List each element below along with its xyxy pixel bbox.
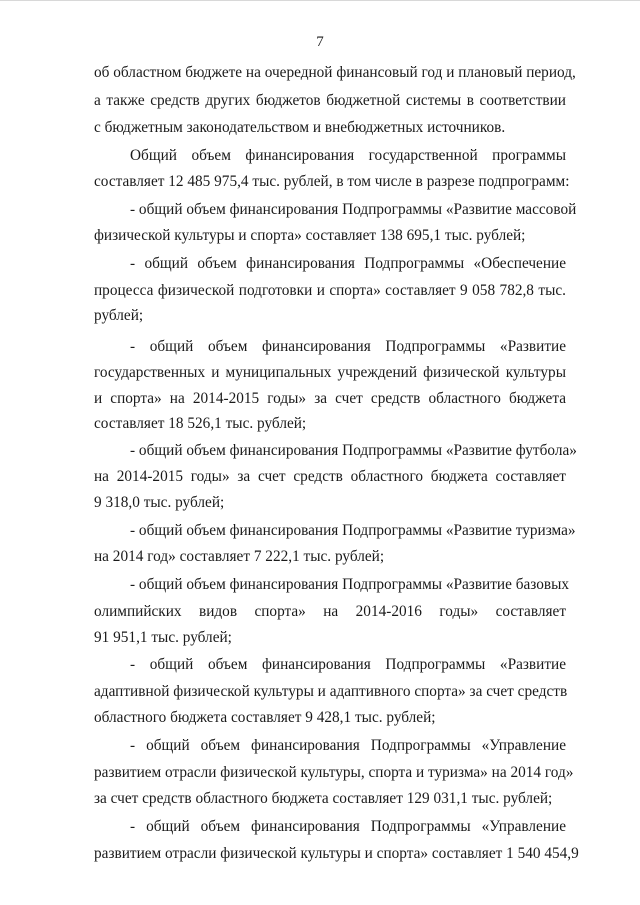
text-line: развитием отрасли физической культуры и спорта» составляет 1 540 454,9 <box>94 845 579 862</box>
text-line: 9 318,0 тыс. рублей; <box>94 494 225 511</box>
text-line: 91 951,1 тыс. рублей; <box>94 629 232 646</box>
text-line: на 2014 год» составляет 7 222,1 тыс. рублей; <box>94 548 385 565</box>
text-line: составляет 12 485 975,4 тыс. рублей, в том числе в разрезе подпрограмм: <box>94 173 570 190</box>
text-line: - общий объем финансирования Подпрограммы «Развитие массовой <box>130 201 577 218</box>
text-line: - общий объем финансирования Подпрограммы «Развитие туризма» <box>130 522 576 539</box>
text-line: и спорта» на 2014-2015 годы» за счет средств областного бюджета <box>94 390 566 407</box>
text-line: - общий объем финансирования Подпрограммы «Обеспечение <box>130 255 566 272</box>
text-line: - общий объем финансирования Подпрограммы «Развитие <box>130 338 566 355</box>
text-line: - общий объем финансирования Подпрограммы «Управление <box>130 818 566 835</box>
text-line: за счет средств областного бюджета составляет 129 031,1 тыс. рублей; <box>94 790 553 807</box>
text-line: рублей; <box>94 307 144 324</box>
text-line: - общий объем финансирования Подпрограммы «Управление <box>130 737 566 754</box>
text-line: областного бюджета составляет 9 428,1 тыс. рублей; <box>94 709 436 726</box>
text-line: об областном бюджете на очередной финансовый год и плановый период, <box>94 64 576 81</box>
text-line: государственных и муниципальных учреждений физической культуры <box>94 364 566 381</box>
text-line: - общий объем финансирования Подпрограммы «Развитие базовых <box>130 576 570 593</box>
text-line: процесса физической подготовки и спорта» составляет 9 058 782,8 тыс. <box>94 282 566 299</box>
text-line: Общий объем финансирования государственной программы <box>130 147 566 164</box>
text-line: - общий объем финансирования Подпрограммы «Развитие <box>130 656 566 673</box>
text-line: составляет 18 526,1 тыс. рублей; <box>94 415 307 432</box>
text-line: а также средств других бюджетов бюджетной системы в соответствии <box>94 92 566 109</box>
text-line: адаптивной физической культуры и адаптивного спорта» за счет средств <box>94 683 568 700</box>
text-line: с бюджетным законодательством и внебюджетных источников. <box>94 119 506 136</box>
text-line: олимпийских видов спорта» на 2014-2016 годы» составляет <box>94 603 566 620</box>
text-line: - общий объем финансирования Подпрограммы «Развитие футбола» <box>130 442 577 459</box>
text-line: на 2014-2015 годы» за счет средств областного бюджета составляет <box>94 468 566 485</box>
top-scan-edge <box>0 0 640 1</box>
page-number: 7 <box>316 34 324 50</box>
text-line: физической культуры и спорта» составляет 138 695,1 тыс. рублей; <box>94 227 526 244</box>
text-line: развитием отрасли физической культуры, спорта и туризма» на 2014 год» <box>94 764 574 781</box>
